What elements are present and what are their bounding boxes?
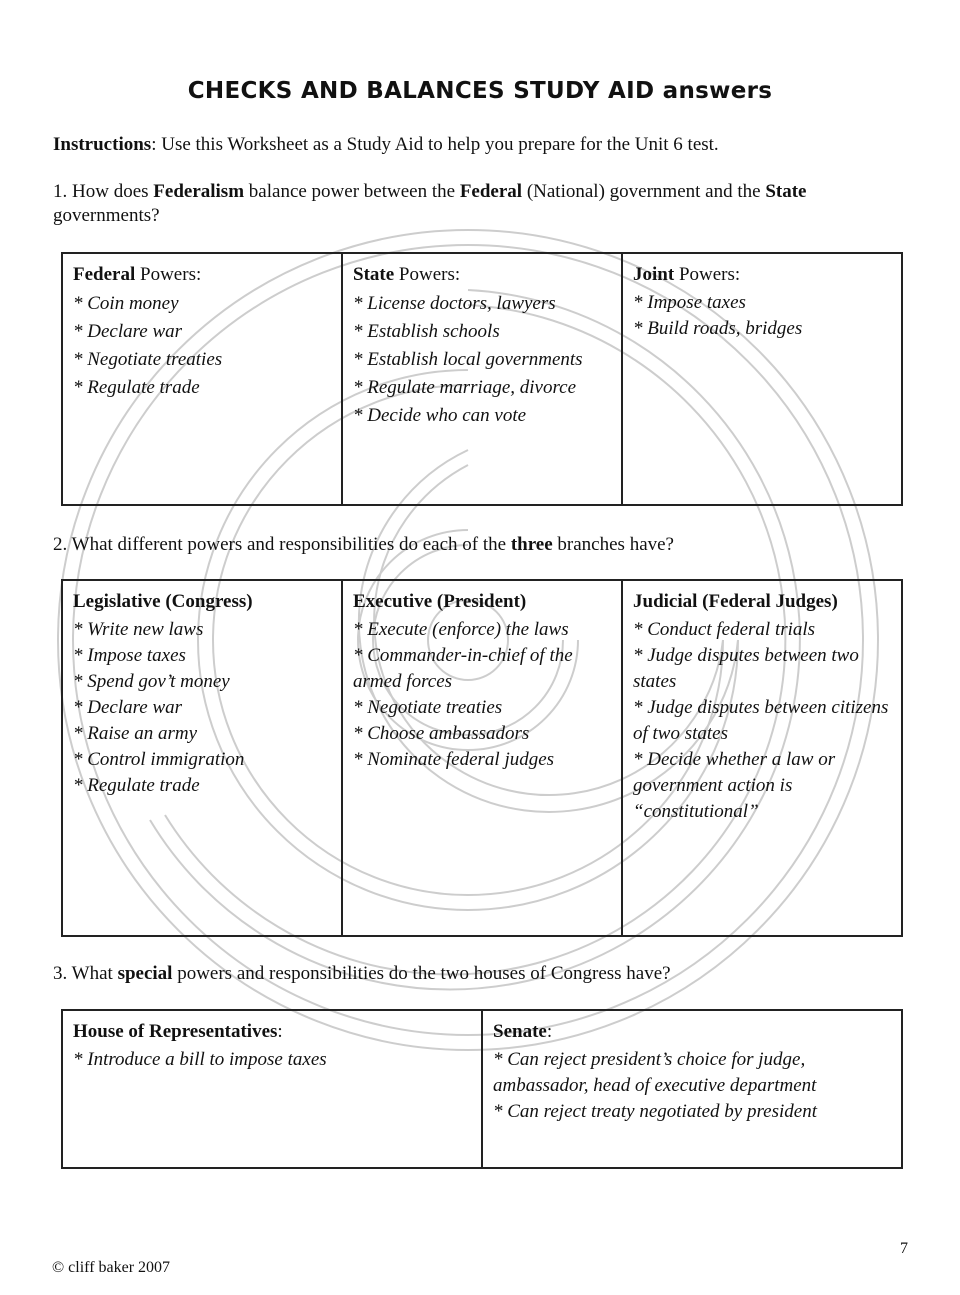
legislative-cell: Legislative (Congress) * Write new laws * Impose taxes * Spend gov’t money * Declare war * Raise an army * Control immigration * Regulate trade <box>62 580 342 936</box>
list-item: * Judge disputes between citizens of two states <box>633 697 889 744</box>
state-powers-cell: State Powers: * License doctors, lawyers * Establish schools * Establish local governments * Regulate marriage, divorce * Decide who can vote <box>342 253 622 505</box>
list-item: * Judge disputes between two states <box>633 645 859 692</box>
list-item: * Write new laws <box>73 619 204 640</box>
list-item: * Establish schools <box>353 321 500 342</box>
federal-powers-cell: Federal Powers: * Coin money * Declare war * Negotiate treaties * Regulate trade <box>62 253 342 505</box>
list-item: * Choose ambassadors <box>353 723 530 744</box>
page-title: CHECKS AND BALANCES STUDY AID answers <box>187 78 773 104</box>
branches-table <box>61 579 903 937</box>
list-item: * Nominate federal judges <box>353 749 555 770</box>
judicial-cell: Judicial (Federal Judges) * Conduct federal trials * Judge disputes between two states * Judge disputes between citizens of two states * Decide whether a law or government action is “constitutional” <box>622 580 902 936</box>
list-item: * Declare war <box>73 321 183 342</box>
list-item: * Establish local governments <box>353 349 583 370</box>
list-item: * License doctors, lawyers <box>353 293 556 314</box>
list-item: * Declare war <box>73 697 183 718</box>
joint-powers-cell: Joint Powers: * Impose taxes * Build roads, bridges <box>622 253 902 505</box>
list-item: * Impose taxes <box>73 645 186 666</box>
list-item: * Build roads, bridges <box>633 318 803 339</box>
list-item: * Negotiate treaties <box>73 349 223 370</box>
list-item: * Impose taxes <box>633 292 746 313</box>
list-item: * Conduct federal trials <box>633 619 816 640</box>
list-item: * Can reject treaty negotiated by president <box>493 1101 817 1122</box>
list-item: * Can reject president’s choice for judge, ambassador, head of executive department <box>493 1049 817 1096</box>
page-number: 7 <box>900 1240 908 1257</box>
list-item: * Regulate trade <box>73 377 200 398</box>
list-item: * Decide whether a law or government action is “constitutional” <box>633 749 836 822</box>
list-item: * Regulate marriage, divorce <box>353 377 577 398</box>
list-item: * Decide who can vote <box>353 405 527 426</box>
list-item: * Introduce a bill to impose taxes <box>73 1049 327 1070</box>
senate-cell: Senate: * Can reject president’s choice for judge, ambassador, head of executive department * Can reject treaty negotiated by president <box>482 1010 902 1168</box>
list-item: * Negotiate treaties <box>353 697 503 718</box>
list-item: * Regulate trade <box>73 775 200 796</box>
executive-cell: Executive (President) * Execute (enforce) the laws * Commander-in-chief of the armed forces * Negotiate treaties * Choose ambassadors * Nominate federal judges <box>342 580 622 936</box>
federalism-table <box>61 252 903 506</box>
list-item: * Coin money <box>73 293 179 314</box>
house-cell: House of Representatives: * Introduce a bill to impose taxes <box>62 1010 482 1168</box>
copyright-footer: © cliff baker 2007 <box>52 1259 171 1276</box>
question-3: 3. What special powers and responsibilities do the two houses of Congress have? <box>53 963 671 984</box>
congress-houses-table <box>61 1009 903 1169</box>
list-item: * Spend gov’t money <box>73 671 230 692</box>
instructions: Instructions: Use this Worksheet as a Study Aid to help you prepare for the Unit 6 test. <box>53 134 719 155</box>
list-item: * Execute (enforce) the laws <box>353 619 569 640</box>
list-item: * Control immigration <box>73 749 245 770</box>
question-1: 1. How does Federalism balance power between the Federal (National) government and the State governments? <box>53 181 807 226</box>
list-item: * Commander-in-chief of the armed forces <box>353 645 573 692</box>
question-2: 2. What different powers and responsibilities do each of the three branches have? <box>53 534 674 555</box>
list-item: * Raise an army <box>73 723 198 744</box>
